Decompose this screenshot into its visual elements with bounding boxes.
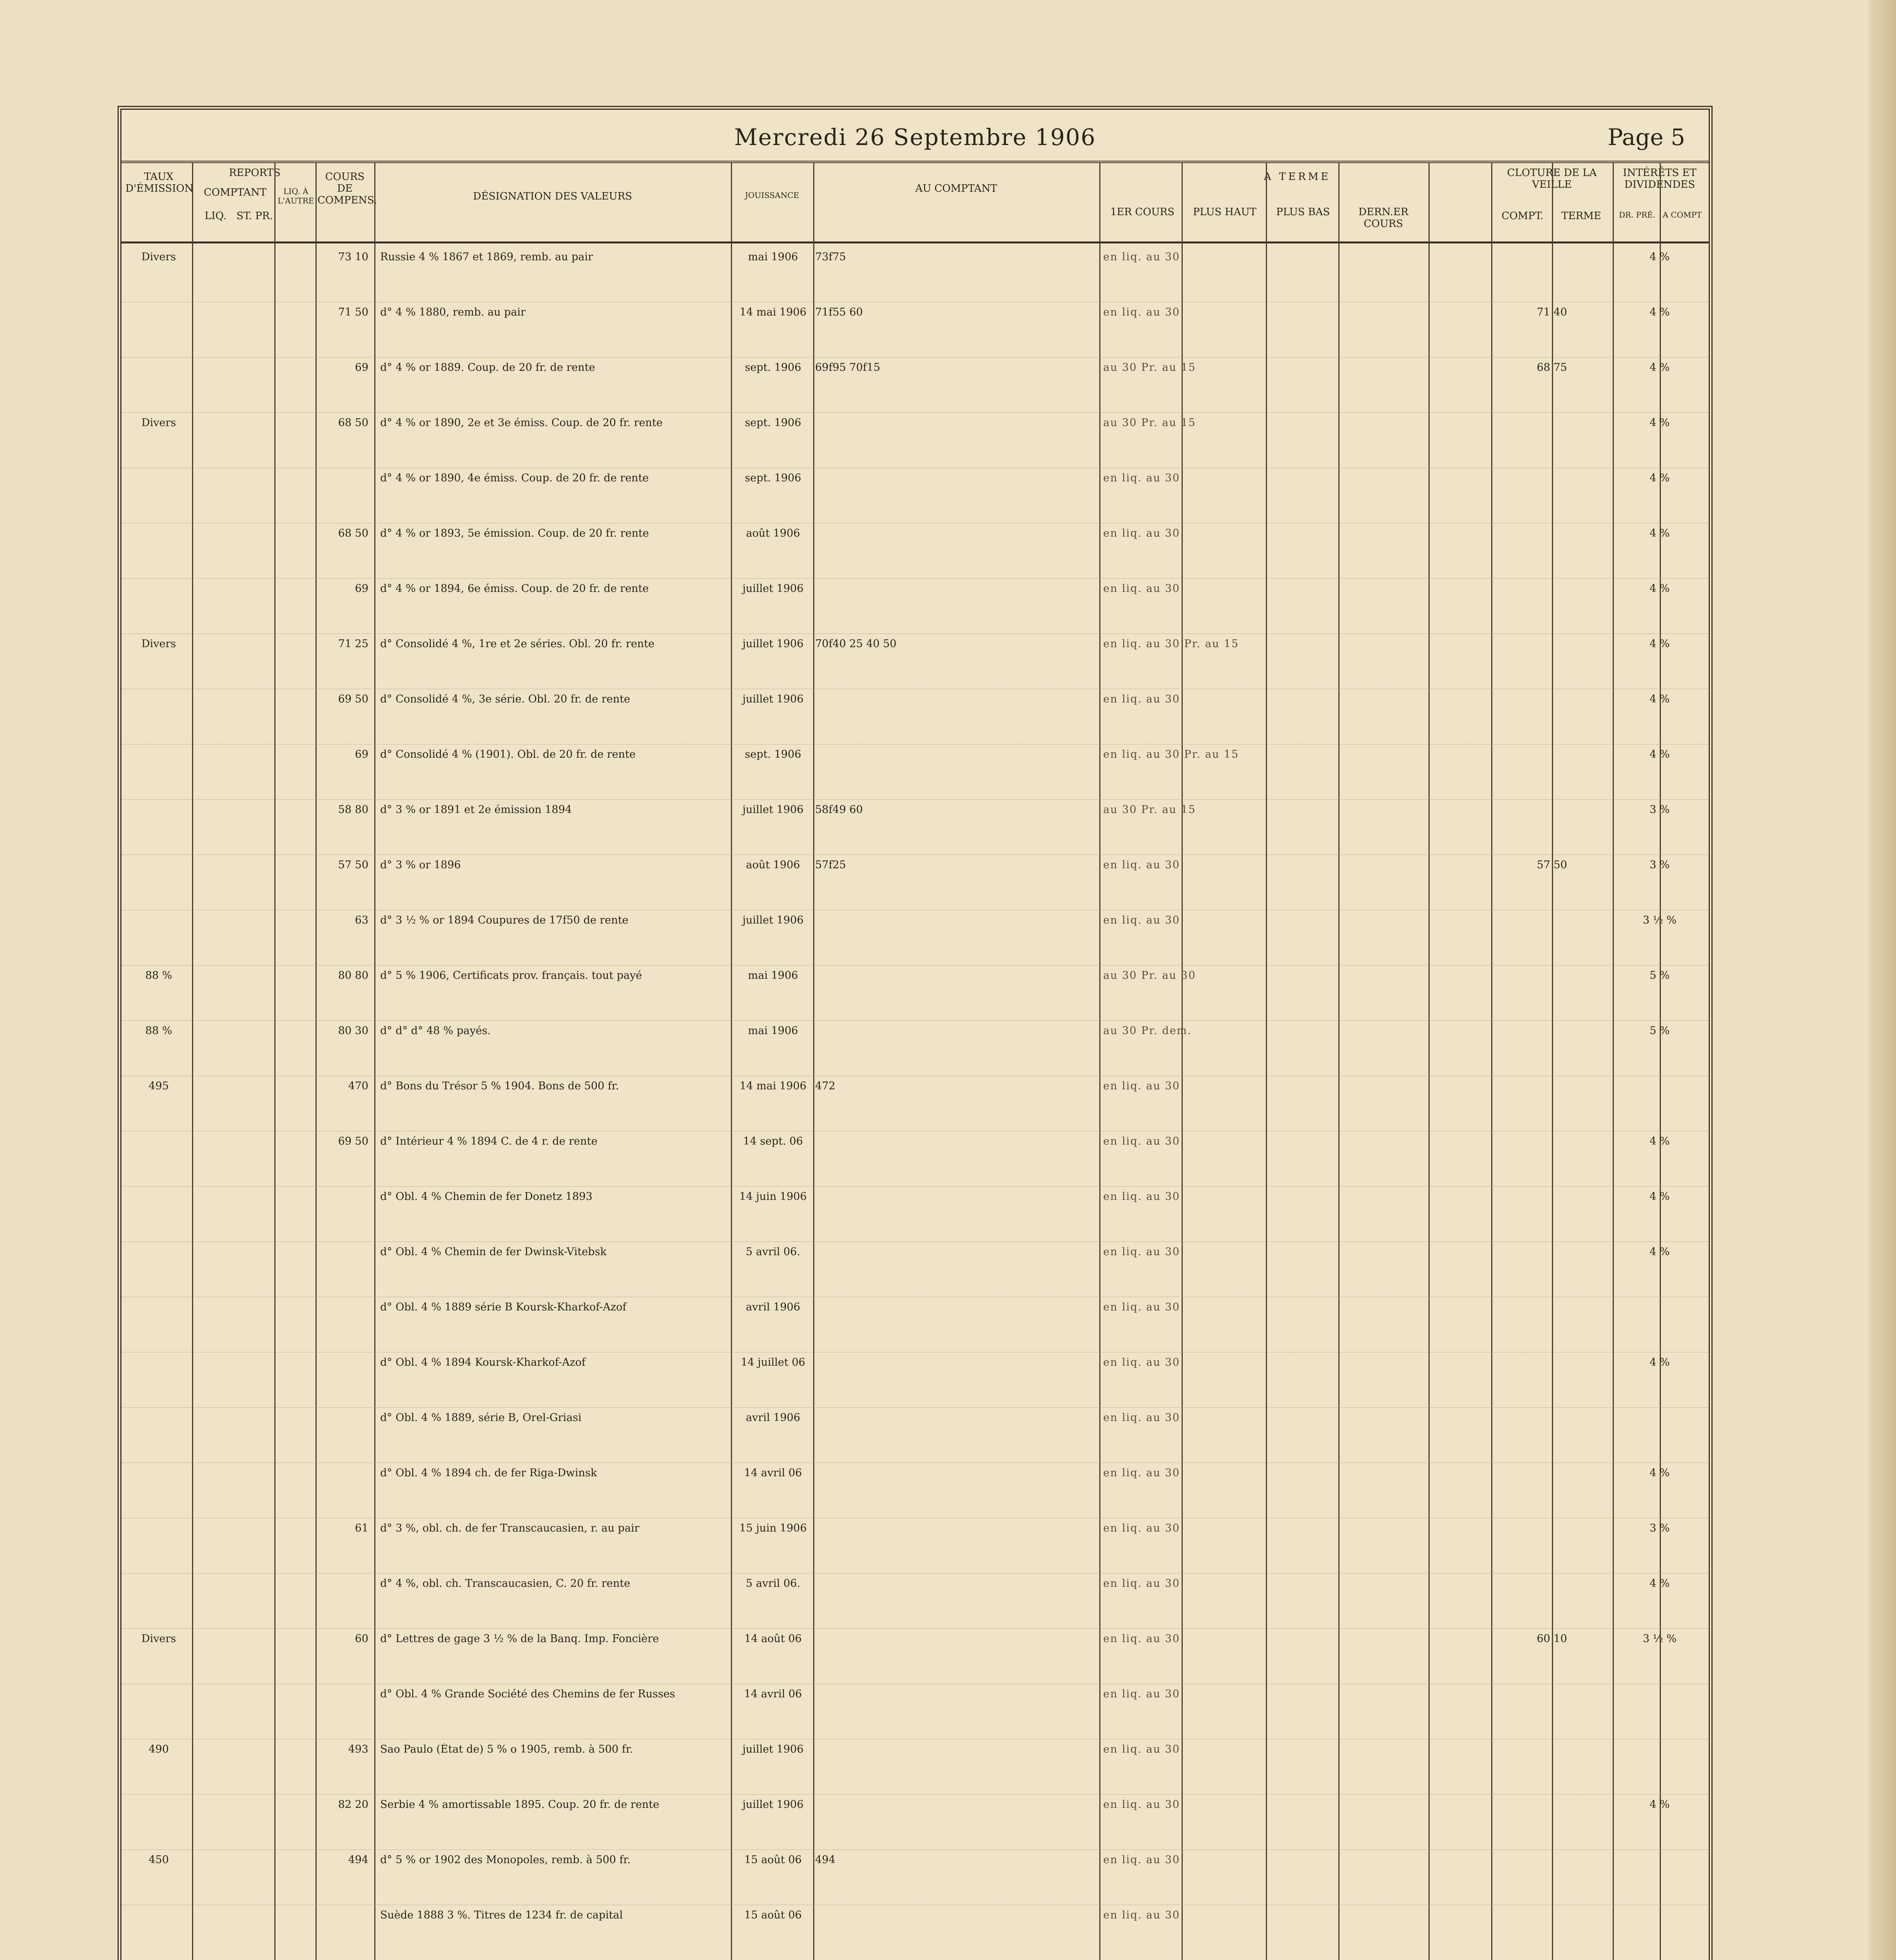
cell-au-comptant: 58f49 60 — [815, 804, 863, 816]
cell-designation: d° Consolidé 4 % (1901). Obl. de 20 fr. de rente — [380, 748, 636, 760]
cell-a-terme: en liq. au 30 — [1103, 693, 1180, 705]
cell-jouissance: juillet 1906 — [742, 638, 804, 650]
cell-jouissance: 14 juin 1906 — [739, 1191, 807, 1203]
cell-cloture: 68 75 — [1537, 361, 1567, 374]
cell-a-terme: en liq. au 30 — [1103, 1080, 1180, 1092]
cell-cloture: 57 50 — [1537, 859, 1567, 871]
cell-taux: 450 — [149, 1854, 169, 1866]
cell-designation: d° Bons du Trésor 5 % 1904. Bons de 500 fr. — [380, 1080, 619, 1092]
table-row — [121, 1684, 1709, 1739]
cell-a-terme: en liq. au 30 — [1103, 1135, 1180, 1147]
cell-a-terme: au 30 Pr. dem. — [1103, 1025, 1192, 1037]
cell-cours: 69 50 — [338, 1135, 368, 1147]
table-row — [121, 1739, 1709, 1795]
table-row — [121, 1352, 1709, 1408]
cell-au-comptant: 73f75 — [815, 251, 846, 263]
header-int-acompte: A COMPT — [1662, 210, 1702, 220]
cell-au-comptant: 494 — [815, 1854, 836, 1866]
cell-designation: d° Consolidé 4 %, 3e série. Obl. 20 fr. de rente — [380, 693, 630, 705]
page-edge-shadow — [1869, 0, 1896, 1960]
cell-a-terme: au 30 Pr. au 15 — [1103, 361, 1196, 374]
cell-jouissance: sept. 1906 — [745, 361, 801, 374]
cell-a-terme: en liq. au 30 — [1103, 1467, 1180, 1479]
table-row — [121, 523, 1709, 579]
table-row — [121, 1408, 1709, 1463]
cell-interet: 4 % — [1649, 1356, 1670, 1368]
table-row — [121, 1076, 1709, 1131]
cell-jouissance: 5 avril 06. — [746, 1577, 800, 1590]
cell-taux: Divers — [141, 638, 176, 650]
table-row — [121, 468, 1709, 523]
cell-taux: Divers — [141, 417, 176, 429]
cell-jouissance: août 1906 — [746, 859, 800, 871]
cell-cours: 82 20 — [338, 1798, 368, 1811]
header-interets: INTÉRÊTS ET DIVIDENDES — [1623, 167, 1697, 191]
cell-a-terme: en liq. au 30 — [1103, 859, 1180, 871]
cell-designation: d° Obl. 4 % Chemin de fer Donetz 1893 — [380, 1191, 593, 1203]
cell-cours: 58 80 — [338, 804, 368, 816]
cell-a-terme: au 30 Pr. au 30 — [1103, 969, 1196, 982]
table-row — [121, 1905, 1709, 1960]
cell-taux: Divers — [141, 251, 176, 263]
table-row — [121, 910, 1709, 965]
cell-designation: Serbie 4 % amortissable 1895. Coup. 20 fr. de rente — [380, 1798, 660, 1811]
cell-designation: d° 4 % or 1893, 5e émission. Coup. de 20 fr. rente — [380, 527, 649, 539]
cell-a-terme: en liq. au 30 Pr. au 15 — [1103, 638, 1239, 650]
table-row — [121, 689, 1709, 744]
table-row — [121, 579, 1709, 634]
header-reports: REPORTS — [229, 167, 281, 179]
cell-interet: 4 % — [1649, 1191, 1670, 1203]
cell-designation: d° 4 % or 1890, 4e émiss. Coup. de 20 fr. de rente — [380, 472, 649, 484]
cell-cours: 80 30 — [338, 1025, 368, 1037]
table-row — [121, 1463, 1709, 1518]
cell-cours: 69 — [355, 361, 368, 374]
cell-jouissance: juillet 1906 — [742, 693, 804, 705]
cell-cours: 73 10 — [338, 251, 368, 263]
cell-a-terme: en liq. au 30 — [1103, 583, 1180, 595]
cell-jouissance: sept. 1906 — [745, 748, 801, 760]
page-date: Mercredi 26 Septembre 1906 — [734, 124, 1096, 151]
header-designation: DÉSIGNATION DES VALEURS — [473, 191, 632, 202]
cell-interet: 4 % — [1649, 1577, 1670, 1590]
cell-designation: Sao Paulo (État de) 5 % o 1905, remb. à 500 fr. — [380, 1743, 633, 1755]
cell-designation: d° 4 % or 1890, 2e et 3e émiss. Coup. de 20 fr. rente — [380, 417, 663, 429]
cell-a-terme: en liq. au 30 — [1103, 1798, 1180, 1811]
cell-interet: 4 % — [1649, 1135, 1670, 1147]
cell-cours: 68 50 — [338, 417, 368, 429]
cell-designation: d° 3 %, obl. ch. de fer Transcaucasien, r. au pair — [380, 1522, 640, 1534]
cell-designation: d° Obl. 4 % 1894 ch. de fer Riga-Dwinsk — [380, 1467, 597, 1479]
cell-cours: 69 — [355, 748, 368, 760]
cell-designation: d° Obl. 4 % 1889, série B, Orel-Griasi — [380, 1412, 582, 1424]
header-taux: TAUX D'ÉMISSION — [125, 171, 194, 194]
cell-cours: 69 — [355, 583, 368, 595]
table-row — [121, 634, 1709, 689]
cell-designation: d° 5 % 1906, Certificats prov. français. tout payé — [380, 969, 642, 982]
cell-designation: d° 3 ½ % or 1894 Coupures de 17f50 de rente — [380, 914, 629, 926]
cell-jouissance: sept. 1906 — [745, 472, 801, 484]
header-int-pre: DR. PRÉ. — [1619, 210, 1656, 220]
cell-jouissance: juillet 1906 — [742, 804, 804, 816]
cell-a-terme: en liq. au 30 — [1103, 251, 1180, 263]
cell-taux: 495 — [149, 1080, 169, 1092]
header-jouissance: JOUISSANCE — [745, 191, 799, 200]
header-liq: LIQ. — [205, 210, 227, 222]
cell-designation: d° 3 % or 1891 et 2e émission 1894 — [380, 804, 572, 816]
cell-cours: 80 80 — [338, 969, 368, 982]
cell-taux: 490 — [149, 1743, 169, 1755]
cell-a-terme: en liq. au 30 — [1103, 1854, 1180, 1866]
cell-designation: d° 4 %, obl. ch. Transcaucasien, C. 20 fr. rente — [380, 1577, 631, 1590]
cell-jouissance: 14 juillet 06 — [741, 1356, 805, 1368]
cell-au-comptant: 472 — [815, 1080, 836, 1092]
cell-a-terme: en liq. au 30 — [1103, 1688, 1180, 1700]
cell-a-terme: en liq. au 30 — [1103, 527, 1180, 539]
quotation-table — [121, 247, 1709, 1960]
cell-interet: 3 % — [1649, 804, 1670, 816]
table-row — [121, 1187, 1709, 1242]
table-row — [121, 1850, 1709, 1905]
cell-designation: d° Consolidé 4 %, 1re et 2e séries. Obl. 20 fr. rente — [380, 638, 655, 650]
cell-designation: d° Lettres de gage 3 ½ % de la Banq. Imp. Foncière — [380, 1633, 659, 1645]
table-row — [121, 1131, 1709, 1187]
cell-designation: d° d° d° 48 % payés. — [380, 1025, 491, 1037]
table-row — [121, 744, 1709, 800]
cell-cours: 494 — [348, 1854, 368, 1866]
cell-designation: Suède 1888 3 %. Titres de 1234 fr. de capital — [380, 1909, 623, 1921]
cell-cours: 68 50 — [338, 527, 368, 539]
cell-jouissance: 14 avril 06 — [744, 1467, 802, 1479]
cell-a-terme: au 30 Pr. au 15 — [1103, 804, 1196, 816]
cell-jouissance: sept. 1906 — [745, 417, 801, 429]
table-row — [121, 302, 1709, 358]
cell-interet: 4 % — [1649, 583, 1670, 595]
cell-jouissance: juillet 1906 — [742, 1798, 804, 1811]
cell-interet: 4 % — [1649, 693, 1670, 705]
table-row — [121, 1795, 1709, 1850]
table-row — [121, 855, 1709, 910]
page-number: Page 5 — [1608, 124, 1685, 151]
newspaper-page — [118, 106, 1713, 1960]
cell-a-terme: en liq. au 30 — [1103, 472, 1180, 484]
cell-jouissance: juillet 1906 — [742, 1743, 804, 1755]
cell-taux: 88 % — [145, 969, 172, 982]
cell-a-terme: en liq. au 30 — [1103, 1301, 1180, 1313]
cell-interet: 4 % — [1649, 1798, 1670, 1811]
cell-jouissance: 15 juin 1906 — [739, 1522, 807, 1534]
cell-a-terme: en liq. au 30 — [1103, 1909, 1180, 1921]
cell-jouissance: 15 août 06 — [744, 1909, 802, 1921]
cell-jouissance: juillet 1906 — [742, 583, 804, 595]
cell-interet: 5 % — [1649, 969, 1670, 982]
cell-taux: 88 % — [145, 1025, 172, 1037]
cell-jouissance: juillet 1906 — [742, 914, 804, 926]
cell-designation: d° Obl. 4 % Grande Société des Chemins de fer Russes — [380, 1688, 675, 1700]
table-row — [121, 1021, 1709, 1076]
cell-interet: 5 % — [1649, 1025, 1670, 1037]
cell-a-terme: en liq. au 30 — [1103, 1191, 1180, 1203]
cell-jouissance: mai 1906 — [748, 251, 798, 263]
cell-cours: 470 — [348, 1080, 368, 1092]
cell-jouissance: 14 sept. 06 — [743, 1135, 803, 1147]
cell-au-comptant: 69f95 70f15 — [815, 361, 880, 374]
header-st-pr: ST. PR. — [236, 210, 273, 222]
cell-a-terme: en liq. au 30 — [1103, 1522, 1180, 1534]
cell-cours: 71 25 — [338, 638, 368, 650]
cell-jouissance: août 1906 — [746, 527, 800, 539]
cell-a-terme: au 30 Pr. au 15 — [1103, 417, 1196, 429]
cell-jouissance: avril 1906 — [746, 1412, 800, 1424]
cell-a-terme: en liq. au 30 — [1103, 914, 1180, 926]
page-header — [121, 110, 1709, 163]
cell-cours: 63 — [355, 914, 368, 926]
cell-interet: 3 ½ % — [1642, 914, 1677, 926]
cell-a-terme: en liq. au 30 — [1103, 1633, 1180, 1645]
cell-cours: 71 50 — [338, 306, 368, 318]
header-cours: COURS DE COMPENS. — [317, 171, 377, 206]
cell-cours: 493 — [348, 1743, 368, 1755]
cell-cloture: 71 40 — [1537, 306, 1567, 318]
header-clot-compt: COMPT. — [1501, 210, 1544, 222]
header-plus-haut: PLUS HAUT — [1193, 206, 1257, 218]
cell-cours: 57 50 — [338, 859, 368, 871]
cell-designation: d° 5 % or 1902 des Monopoles, remb. à 500 fr. — [380, 1854, 631, 1866]
table-row — [121, 247, 1709, 302]
header-plus-bas: PLUS BAS — [1276, 206, 1330, 218]
header-liq-autre: LIQ. À L'AUTRE — [277, 187, 314, 205]
cell-au-comptant: 70f40 25 40 50 — [815, 638, 897, 650]
table-row — [121, 1573, 1709, 1629]
header-clot-terme: TERME — [1561, 210, 1601, 222]
cell-interet: 4 % — [1649, 472, 1670, 484]
cell-designation: d° Obl. 4 % 1889 série B Koursk-Kharkof-Azof — [380, 1301, 627, 1313]
table-row — [121, 800, 1709, 855]
cell-au-comptant: 71f55 60 — [815, 306, 863, 318]
cell-cours: 61 — [355, 1522, 368, 1534]
cell-a-terme: en liq. au 30 — [1103, 306, 1180, 318]
header-a-terme: A TERME — [1263, 171, 1331, 183]
cell-taux: Divers — [141, 1633, 176, 1645]
cell-interet: 4 % — [1649, 748, 1670, 760]
header-au-comptant: AU COMPTANT — [915, 183, 997, 194]
cell-jouissance: avril 1906 — [746, 1301, 800, 1313]
cell-interet: 3 % — [1649, 859, 1670, 871]
table-row — [121, 1297, 1709, 1352]
cell-interet: 4 % — [1649, 251, 1670, 263]
cell-interet: 4 % — [1649, 638, 1670, 650]
cell-cours: 69 50 — [338, 693, 368, 705]
cell-a-terme: en liq. au 30 — [1103, 1356, 1180, 1368]
table-row — [121, 358, 1709, 413]
cell-interet: 4 % — [1649, 527, 1670, 539]
cell-jouissance: 15 août 06 — [744, 1854, 802, 1866]
cell-a-terme: en liq. au 30 Pr. au 15 — [1103, 748, 1239, 760]
cell-a-terme: en liq. au 30 — [1103, 1577, 1180, 1590]
cell-cours: 60 — [355, 1633, 368, 1645]
cell-a-terme: en liq. au 30 — [1103, 1412, 1180, 1424]
cell-designation: d° Intérieur 4 % 1894 C. de 4 r. de rente — [380, 1135, 598, 1147]
table-row — [121, 1629, 1709, 1684]
cell-designation: d° 4 % or 1894, 6e émiss. Coup. de 20 fr. de rente — [380, 583, 649, 595]
cell-designation: d° 3 % or 1896 — [380, 859, 461, 871]
cell-jouissance: 14 mai 1906 — [740, 306, 807, 318]
cell-jouissance: 14 mai 1906 — [740, 1080, 807, 1092]
column-headers — [121, 163, 1709, 243]
table-row — [121, 1242, 1709, 1297]
header-comptant: COMPTANT — [203, 187, 267, 198]
cell-interet: 4 % — [1649, 1246, 1670, 1258]
cell-interet: 4 % — [1649, 417, 1670, 429]
cell-jouissance: mai 1906 — [748, 1025, 798, 1037]
cell-au-comptant: 57f25 — [815, 859, 846, 871]
cell-designation: d° Obl. 4 % Chemin de fer Dwinsk-Vitebsk — [380, 1246, 607, 1258]
cell-designation: d° 4 % 1880, remb. au pair — [380, 306, 526, 318]
table-row — [121, 1518, 1709, 1573]
header-premier-cours: 1ER COURS — [1110, 206, 1175, 218]
header-dernier-cours: DERN.ER COURS — [1358, 206, 1408, 230]
cell-designation: d° Obl. 4 % 1894 Koursk-Kharkof-Azof — [380, 1356, 586, 1368]
cell-designation: Russie 4 % 1867 et 1869, remb. au pair — [380, 251, 593, 263]
cell-jouissance: 14 avril 06 — [744, 1688, 802, 1700]
cell-jouissance: 14 août 06 — [744, 1633, 802, 1645]
table-row — [121, 413, 1709, 468]
cell-cloture: 60 10 — [1537, 1633, 1567, 1645]
cell-interet: 4 % — [1649, 361, 1670, 374]
cell-jouissance: 5 avril 06. — [746, 1246, 800, 1258]
cell-jouissance: mai 1906 — [748, 969, 798, 982]
cell-interet: 4 % — [1649, 1467, 1670, 1479]
cell-interet: 3 ½ % — [1642, 1633, 1677, 1645]
cell-interet: 3 % — [1649, 1522, 1670, 1534]
header-cloture: CLOTURE DE LA VEILLE — [1507, 167, 1597, 191]
cell-designation: d° 4 % or 1889. Coup. de 20 fr. de rente — [380, 361, 595, 374]
table-row — [121, 965, 1709, 1021]
cell-interet: 4 % — [1649, 306, 1670, 318]
cell-a-terme: en liq. au 30 — [1103, 1743, 1180, 1755]
cell-a-terme: en liq. au 30 — [1103, 1246, 1180, 1258]
